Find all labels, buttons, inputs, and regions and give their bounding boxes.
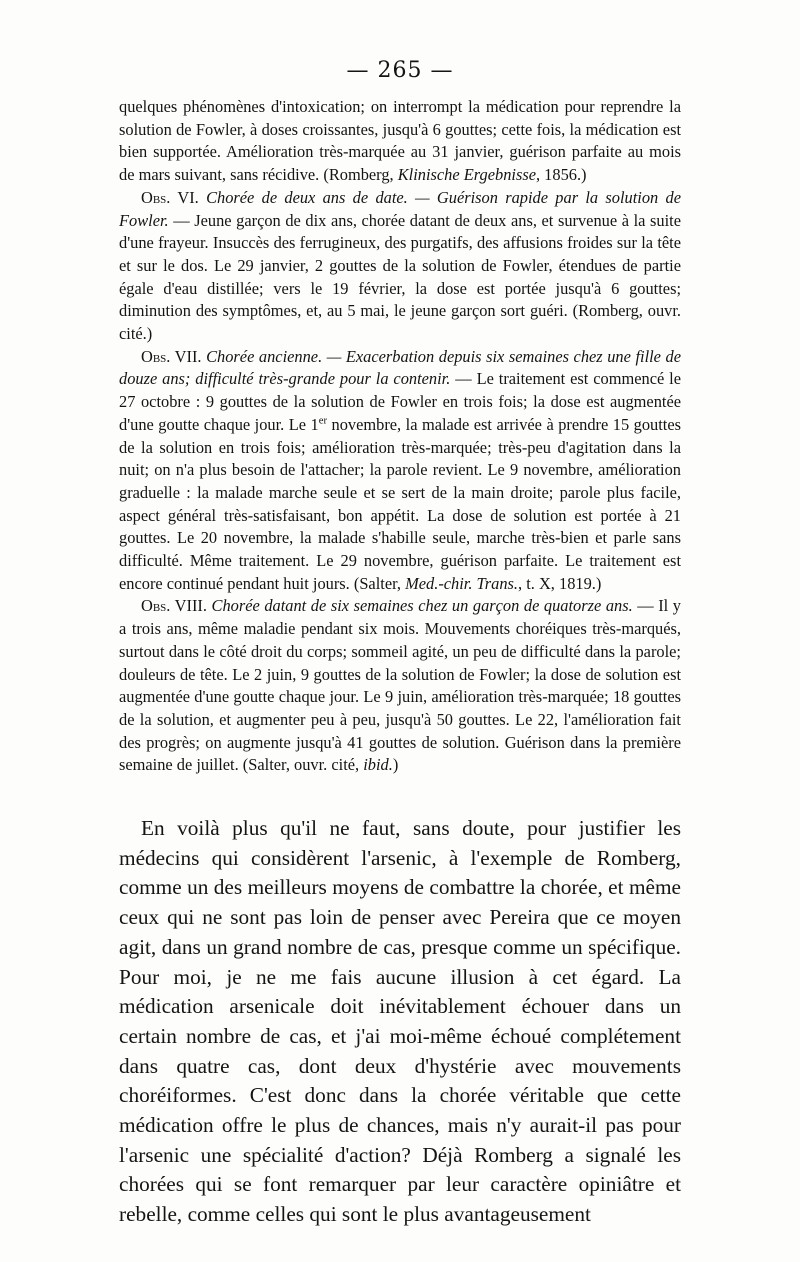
ordinal-superscript: er: [318, 415, 328, 427]
citation-end: , 1856.): [535, 165, 587, 185]
citation-end: ): [392, 755, 399, 775]
observation-label: Obs. VIII.: [141, 596, 207, 616]
continued-text: quelques phénomènes d'intoxication; on interrompt la médication pour reprendre la solution de Fowler, à doses croissantes, jusqu'à 6 gouttes; cette fois, la médication est bien supportée. Amélioration très-marquée au 31 janvier, guérison parfaite au mois de mars suivant, sans récidive. (Romberg,: [119, 97, 681, 185]
citation-end: , t. X, 1819.): [518, 573, 602, 593]
citation-ibid: ibid.: [363, 755, 393, 775]
observation-6: [119, 187, 681, 346]
observation-label: Obs. VI.: [141, 187, 199, 207]
citation-title: Med.-chir. Trans.: [405, 573, 519, 593]
main-text-block: [119, 814, 681, 1230]
observation-title: Chorée datant de six semaines chez un garçon de quatorze ans.: [211, 596, 633, 616]
observation-title: Chorée de deux ans de date. — Guérison rapide par la solution de Fowler.: [119, 187, 681, 230]
observations-block: [119, 96, 681, 777]
observation-body: — Il y a trois ans, même maladie pendant six mois. Mouvements choréiques très-marqués, surtout dans le côté droit du corps; sommeil agité, un peu de difficulté dans la parole; douleurs de tête. Le 2 juin, 9 gouttes de la solution de Fowler; la dose de solution est augmentée d'une goutte chaque jour. Le 9 juin, amélioration très-marquée; 18 gouttes de la solution, et augmenter peu à peu, jusqu'à 50 gouttes. Le 22, l'amélioration fait des progrès; on augmente jusqu'à 41 gouttes de solution. Guérison dans la première semaine de juillet. (Salter, ouvr. cité,: [119, 596, 681, 775]
observation-body-continued: novembre, la malade est arrivée à prendre 15 gouttes de la solution en trois fois; amélioration très-marquée; très-peu d'agitation dans la nuit; on n'a plus besoin de l'attacher; la parole revient. Le 9 novembre, amélioration graduelle : la malade marche seule et se sert de la main droite; parole plus facile, aspect général très-satisfaisant, bon appétit. La dose de solution est portée à 21 gouttes. Le 20 novembre, la malade s'habille seule, marche très-bien et parle sans difficulté. Même traitement. Le 29 novembre, guérison parfaite. Le traitement est encore continué pendant huit jours. (Salter,: [119, 414, 681, 593]
observation-7: [119, 346, 681, 596]
observation-title: Chorée ancienne. — Exacerbation depuis six semaines chez une fille de douze ans; difficulté très-grande pour la contenir.: [119, 346, 681, 389]
observation-8: [119, 595, 681, 777]
citation-title: Klinische Ergebnisse: [397, 165, 536, 185]
continued-observation: [119, 96, 681, 187]
observation-body: — Le traitement est commencé le 27 octobre : 9 gouttes de la solution de Fowler en trois fois; la dose est augmentée d'une goutte chaque jour. Le 1: [119, 369, 681, 434]
observation-body: — Jeune garçon de dix ans, chorée datant de deux ans, et survenue à la suite d'une frayeur. Insuccès des ferrugineux, des purgatifs, des affusions froides sur la tête et sur le dos. Le 29 janvier, 2 gouttes de la solution de Fowler, étendues de partie égale d'eau distillée; vers le 19 février, la dose est portée jusqu'à 6 gouttes; diminution des symptômes, et, au 5 mai, le jeune garçon sort guéri. (Romberg, ouvr. cité.): [119, 210, 681, 344]
main-paragraph: En voilà plus qu'il ne faut, sans doute, pour justifier les médecins qui considèrent l'arsenic, à l'exemple de Romberg, comme un des meilleurs moyens de combattre la chorée, et même ceux qui ne sont pas loin de penser avec Pereira que ce moyen agit, dans un grand nombre de cas, presque comme un spécifique. Pour moi, je ne me fais aucune illusion à cet égard. La médication arsenicale doit inévitablement échouer dans un certain nombre de cas, et j'ai moi-même échoué complétement dans quatre cas, dont deux d'hystérie avec mouvements choréiformes. C'est donc dans la chorée véritable que cette médication offre le plus de chances, mais n'y aurait-il pas pour l'arsenic une spécialité d'action? Déjà Romberg a signalé les chorées qui se font remarquer par leur caractère opiniâtre et rebelle, comme celles qui sont le plus avantageusement: [119, 816, 681, 1227]
page-number: — 265 —: [346, 58, 454, 83]
observation-label: Obs. VII.: [141, 346, 202, 366]
